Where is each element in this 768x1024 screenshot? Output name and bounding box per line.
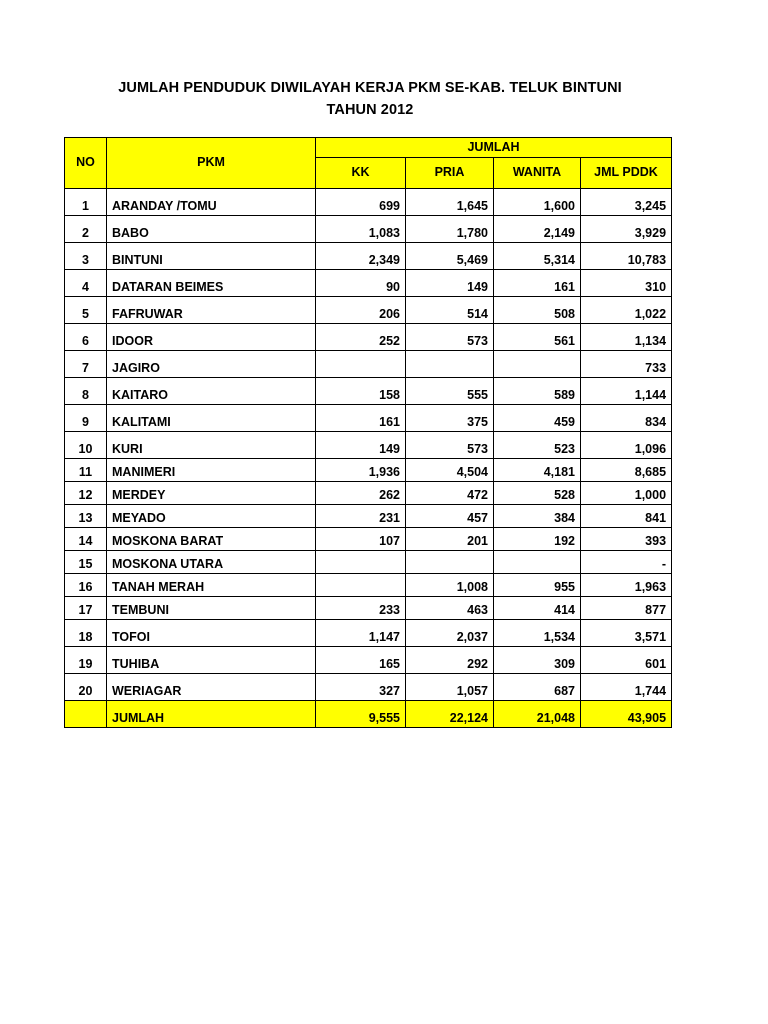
cell-no: 3 (65, 243, 107, 270)
cell-jml-pddk: 841 (581, 505, 672, 528)
cell-jml-pddk: 877 (581, 597, 672, 620)
cell-no: 15 (65, 551, 107, 574)
cell-pkm: MERDEY (107, 482, 316, 505)
cell-jml-pddk: 1,096 (581, 432, 672, 459)
cell-no: 4 (65, 270, 107, 297)
cell-pkm: ARANDAY /TOMU (107, 189, 316, 216)
table-row (65, 270, 672, 297)
cell-wanita: 4,181 (494, 459, 581, 482)
total-no-cell (65, 701, 107, 728)
cell-jml-pddk: - (581, 551, 672, 574)
cell-no: 20 (65, 674, 107, 701)
cell-pria: 5,469 (406, 243, 494, 270)
cell-wanita: 528 (494, 482, 581, 505)
table-row (65, 597, 672, 620)
cell-no: 10 (65, 432, 107, 459)
cell-pkm: IDOOR (107, 324, 316, 351)
cell-kk: 252 (316, 324, 406, 351)
cell-pria: 375 (406, 405, 494, 432)
table-row (65, 324, 672, 351)
cell-pria: 472 (406, 482, 494, 505)
cell-kk: 233 (316, 597, 406, 620)
table-row (65, 378, 672, 405)
cell-no: 5 (65, 297, 107, 324)
cell-kk (316, 551, 406, 574)
cell-pria: 4,504 (406, 459, 494, 482)
cell-wanita: 161 (494, 270, 581, 297)
cell-no: 7 (65, 351, 107, 378)
cell-pkm: JAGIRO (107, 351, 316, 378)
cell-no: 8 (65, 378, 107, 405)
cell-wanita (494, 551, 581, 574)
cell-pkm: MANIMERI (107, 459, 316, 482)
cell-pkm: TUHIBA (107, 647, 316, 674)
cell-wanita: 384 (494, 505, 581, 528)
cell-wanita: 309 (494, 647, 581, 674)
cell-pria (406, 551, 494, 574)
table-row (65, 216, 672, 243)
cell-wanita: 589 (494, 378, 581, 405)
table-row (65, 574, 672, 597)
cell-kk: 699 (316, 189, 406, 216)
cell-pria: 463 (406, 597, 494, 620)
cell-pkm: DATARAN BEIMES (107, 270, 316, 297)
cell-jml-pddk: 8,685 (581, 459, 672, 482)
cell-jml-pddk: 1,134 (581, 324, 672, 351)
cell-pkm: WERIAGAR (107, 674, 316, 701)
cell-pkm: MOSKONA BARAT (107, 528, 316, 551)
document-title: JUMLAH PENDUDUK DIWILAYAH KERJA PKM SE-KAB. TELUK BINTUNI (118, 80, 622, 96)
cell-pria: 1,008 (406, 574, 494, 597)
cell-jml-pddk: 3,929 (581, 216, 672, 243)
cell-pkm: KURI (107, 432, 316, 459)
cell-wanita: 561 (494, 324, 581, 351)
cell-no: 11 (65, 459, 107, 482)
cell-jml-pddk: 1,144 (581, 378, 672, 405)
header-wanita: WANITA (494, 158, 581, 189)
total-kk: 9,555 (316, 701, 406, 728)
cell-kk: 161 (316, 405, 406, 432)
header-kk: KK (316, 158, 406, 189)
cell-pkm: TANAH MERAH (107, 574, 316, 597)
cell-no: 2 (65, 216, 107, 243)
cell-kk: 90 (316, 270, 406, 297)
cell-kk (316, 574, 406, 597)
cell-jml-pddk: 310 (581, 270, 672, 297)
cell-wanita: 459 (494, 405, 581, 432)
cell-pria: 1,057 (406, 674, 494, 701)
cell-pria: 514 (406, 297, 494, 324)
cell-wanita: 1,600 (494, 189, 581, 216)
cell-wanita: 414 (494, 597, 581, 620)
cell-pria: 201 (406, 528, 494, 551)
cell-kk: 1,147 (316, 620, 406, 647)
cell-no: 9 (65, 405, 107, 432)
cell-pria: 149 (406, 270, 494, 297)
cell-jml-pddk: 733 (581, 351, 672, 378)
cell-jml-pddk: 3,571 (581, 620, 672, 647)
total-pria: 22,124 (406, 701, 494, 728)
cell-jml-pddk: 10,783 (581, 243, 672, 270)
cell-pria: 573 (406, 324, 494, 351)
cell-pria: 292 (406, 647, 494, 674)
cell-kk: 1,936 (316, 459, 406, 482)
cell-pkm: TEMBUNI (107, 597, 316, 620)
cell-wanita: 508 (494, 297, 581, 324)
cell-kk: 149 (316, 432, 406, 459)
population-table (64, 137, 672, 728)
cell-jml-pddk: 601 (581, 647, 672, 674)
table-row (65, 189, 672, 216)
cell-wanita: 5,314 (494, 243, 581, 270)
table-row (65, 620, 672, 647)
cell-pria (406, 351, 494, 378)
cell-kk: 2,349 (316, 243, 406, 270)
cell-pkm: BABO (107, 216, 316, 243)
document-subtitle-year: TAHUN 2012 (326, 102, 414, 118)
cell-jml-pddk: 393 (581, 528, 672, 551)
cell-kk: 107 (316, 528, 406, 551)
header-jumlah: JUMLAH (316, 138, 672, 158)
total-jml-pddk: 43,905 (581, 701, 672, 728)
cell-pria: 1,780 (406, 216, 494, 243)
cell-jml-pddk: 3,245 (581, 189, 672, 216)
cell-no: 6 (65, 324, 107, 351)
cell-kk: 1,083 (316, 216, 406, 243)
cell-wanita: 1,534 (494, 620, 581, 647)
cell-wanita: 192 (494, 528, 581, 551)
table-row (65, 505, 672, 528)
cell-kk: 327 (316, 674, 406, 701)
cell-pria: 457 (406, 505, 494, 528)
cell-kk: 206 (316, 297, 406, 324)
cell-wanita: 523 (494, 432, 581, 459)
cell-wanita: 687 (494, 674, 581, 701)
cell-pkm: MOSKONA UTARA (107, 551, 316, 574)
total-row (65, 701, 672, 728)
table-row (65, 482, 672, 505)
cell-no: 16 (65, 574, 107, 597)
cell-pkm: BINTUNI (107, 243, 316, 270)
cell-kk: 231 (316, 505, 406, 528)
cell-jml-pddk: 1,963 (581, 574, 672, 597)
total-label: JUMLAH (107, 701, 316, 728)
cell-pkm: TOFOI (107, 620, 316, 647)
table-row (65, 243, 672, 270)
cell-pria: 1,645 (406, 189, 494, 216)
cell-no: 14 (65, 528, 107, 551)
cell-pkm: MEYADO (107, 505, 316, 528)
cell-jml-pddk: 1,022 (581, 297, 672, 324)
table-row (65, 297, 672, 324)
cell-wanita (494, 351, 581, 378)
cell-no: 18 (65, 620, 107, 647)
cell-jml-pddk: 1,744 (581, 674, 672, 701)
header-pkm: PKM (107, 138, 316, 189)
table-row (65, 528, 672, 551)
cell-pkm: KAITARO (107, 378, 316, 405)
cell-kk: 165 (316, 647, 406, 674)
cell-pkm: FAFRUWAR (107, 297, 316, 324)
table-row (65, 351, 672, 378)
cell-kk (316, 351, 406, 378)
cell-no: 17 (65, 597, 107, 620)
table-row (65, 674, 672, 701)
table-row (65, 432, 672, 459)
cell-jml-pddk: 1,000 (581, 482, 672, 505)
header-jml-pddk: JML PDDK (581, 158, 672, 189)
cell-no: 13 (65, 505, 107, 528)
table-row (65, 459, 672, 482)
cell-pkm: KALITAMI (107, 405, 316, 432)
cell-no: 19 (65, 647, 107, 674)
cell-no: 12 (65, 482, 107, 505)
cell-pria: 2,037 (406, 620, 494, 647)
total-wanita: 21,048 (494, 701, 581, 728)
table-row (65, 647, 672, 674)
cell-kk: 262 (316, 482, 406, 505)
table-row (65, 551, 672, 574)
cell-kk: 158 (316, 378, 406, 405)
cell-pria: 555 (406, 378, 494, 405)
cell-jml-pddk: 834 (581, 405, 672, 432)
header-pria: PRIA (406, 158, 494, 189)
cell-pria: 573 (406, 432, 494, 459)
table-row (65, 405, 672, 432)
header-no: NO (65, 138, 107, 189)
cell-no: 1 (65, 189, 107, 216)
cell-wanita: 955 (494, 574, 581, 597)
cell-wanita: 2,149 (494, 216, 581, 243)
